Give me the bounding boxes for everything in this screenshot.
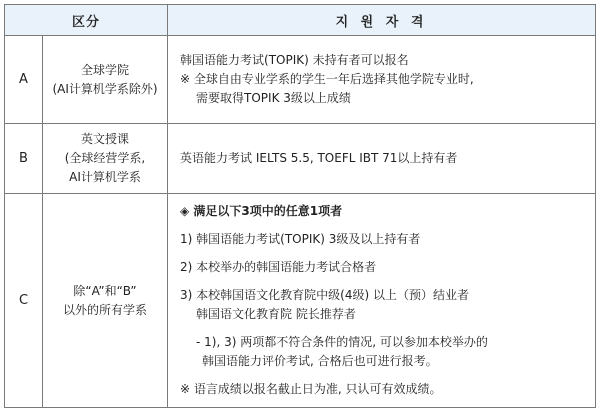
row-code: C (5, 194, 43, 408)
footnote: ※ 语言成绩以报名截止日为准, 只认可有效成绩。 (180, 382, 442, 396)
row-requirements (168, 36, 596, 124)
requirement-line: 英语能力考试 IELTS 5.5, TOEFL IBT 71以上持有者 (180, 151, 458, 165)
row-college (43, 194, 168, 408)
exception-note-cont: 韩国语能力评价考试, 合格后也可进行报考。 (202, 354, 438, 368)
college-line: (全球经营学系, (64, 151, 146, 165)
exception-note: - 1), 3) 两项都不符合条件的情况, 可以参加本校举办的 (196, 335, 488, 349)
table-row-a (5, 36, 596, 124)
condition-heading: ◈ 满足以下3项中的任意1项者 (180, 204, 343, 218)
row-requirements (168, 124, 596, 194)
header-requirements: 지 원 자 격 (168, 5, 596, 36)
condition-item: 1) 韩国语能力考试(TOPIK) 3级及以上持有者 (180, 232, 421, 246)
table-row-b (5, 124, 596, 194)
requirement-note: ※ 全球自由专业学系的学生一年后选择其他学院专业时, (180, 72, 474, 86)
college-line: (AI计算机学系除外) (52, 81, 158, 96)
table-row-c (5, 194, 596, 408)
condition-item-cont: 韩国语文化教育院 院长推荐者 (196, 307, 356, 321)
college-line: 以外的所有学系 (63, 302, 148, 317)
requirements-table (4, 4, 596, 408)
row-code: A (5, 36, 43, 124)
requirement-line: 韩国语能力考试(TOPIK) 未持有者可以报名 (180, 53, 409, 67)
college-line: 除“A”和“B” (73, 283, 137, 298)
college-line: 全球学院 (81, 62, 130, 77)
table-header-row (5, 5, 596, 36)
college-line: AI计算机学系 (69, 170, 141, 184)
header-category: 区分 (5, 5, 168, 36)
condition-item: 2) 本校举办的韩国语能力考试合格者 (180, 260, 377, 274)
college-line: 英文授课 (81, 132, 130, 146)
row-college (43, 36, 168, 124)
row-requirements (168, 194, 596, 408)
row-code: B (5, 124, 43, 194)
requirement-note-cont: 需要取得TOPIK 3级以上成绩 (196, 91, 351, 105)
row-college (43, 124, 168, 194)
condition-item: 3) 本校韩国语文化教育院中级(4级) 以上（预）结业者 (180, 288, 469, 302)
